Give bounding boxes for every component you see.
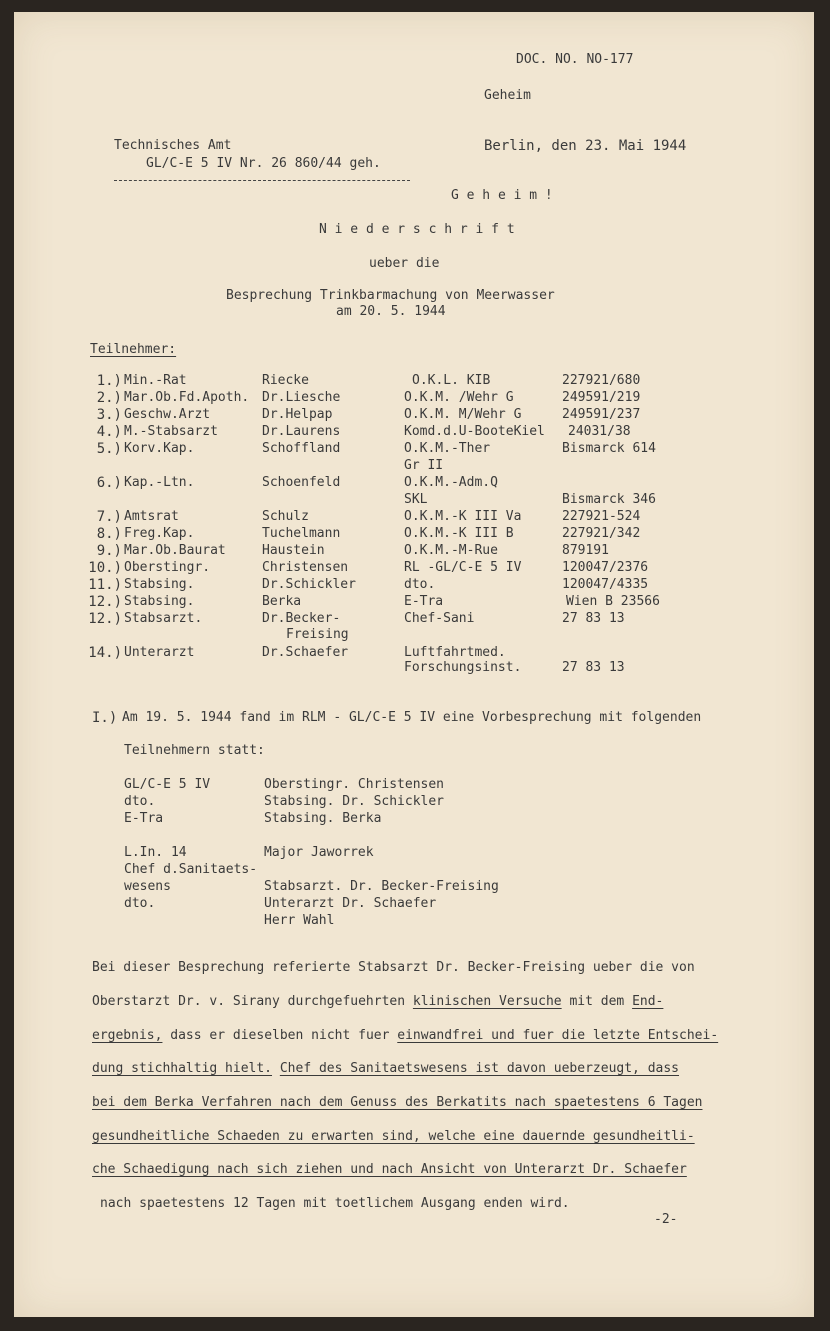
attendee-row: wesens Stabsarzt. Dr. Becker-Freising xyxy=(124,879,499,894)
attendee-row: dto. Stabsing. Dr. Schickler xyxy=(124,794,445,809)
classification-top: Geheim xyxy=(484,88,531,103)
participant-row: 11.) Stabsing. Dr.Schickler dto. 120047/4335 xyxy=(88,577,649,593)
participant-row-continued: Forschungsinst. 27 83 13 xyxy=(404,660,625,675)
section-label: I.) xyxy=(92,710,118,726)
body-line-3: ergebnis, dass er dieselben nicht fuer einwandfrei und fuer die letzte Entschei- xyxy=(92,1028,719,1043)
secret-stamp: G e h e i m ! xyxy=(451,188,553,203)
participant-row: 6.) Kap.-Ltn. Schoenfeld O.K.M.-Adm.Q xyxy=(96,475,498,491)
page-number: -2- xyxy=(654,1212,678,1227)
participant-row: 12.) Stabsarzt. Dr.Becker- Chef-Sani 27 83 13 xyxy=(88,611,625,627)
attendee-row: Herr Wahl xyxy=(264,913,335,928)
body-line-4: dung stichhaltig hielt. Chef des Sanitaetswesens ist davon ueberzeugt, dass xyxy=(92,1061,680,1076)
body-line-6: gesundheitliche Schaeden zu erwarten sind, welche eine dauernde gesundheitli- xyxy=(92,1129,695,1144)
attendee-row: L.In. 14 Major Jaworrek xyxy=(124,845,374,860)
attendee-row: Chef d.Sanitaets- xyxy=(124,862,258,877)
sender-office: Technisches Amt xyxy=(114,138,232,153)
participant-row-continued: Freising xyxy=(286,627,349,642)
document-title: N i e d e r s c h r i f t xyxy=(319,222,515,237)
participant-row: 4.) M.-Stabsarzt Dr.Laurens Komd.d.U-BooteKiel 24031/38 xyxy=(96,424,631,440)
attendee-row: dto. Unterarzt Dr. Schaefer xyxy=(124,896,437,911)
participant-row: 5.) Korv.Kap. Schoffland O.K.M.-Ther Bismarck 614 xyxy=(96,441,656,457)
participant-row: 10.) Oberstingr. Christensen RL -GL/C-E 5 IV 120047/2376 xyxy=(88,560,649,576)
participant-row: 1.) Min.-Rat Riecke O.K.L. KIB 227921/680 xyxy=(96,373,641,389)
body-line-5: bei dem Berka Verfahren nach dem Genuss des Berkatits nach spaetestens 6 Tagen xyxy=(92,1095,703,1110)
subtitle-line-2: Besprechung Trinkbarmachung von Meerwasser xyxy=(226,288,555,303)
participant-row: 3.) Geschw.Arzt Dr.Helpap O.K.M. M/Wehr G 249591/237 xyxy=(96,407,641,423)
document-page xyxy=(14,12,814,1317)
body-line-1: Bei dieser Besprechung referierte Stabsarzt Dr. Becker-Freising ueber die von xyxy=(92,960,695,975)
participant-row: 2.) Mar.Ob.Fd.Apoth. Dr.Liesche O.K.M. /Wehr G 249591/219 xyxy=(96,390,641,406)
participant-row: 7.) Amtsrat Schulz O.K.M.-K III Va 227921-524 xyxy=(96,509,641,525)
place-date: Berlin, den 23. Mai 1944 xyxy=(484,138,687,154)
doc-number: DOC. NO. NO-177 xyxy=(516,52,634,67)
reference-rule xyxy=(114,180,410,181)
participants-heading: Teilnehmer: xyxy=(90,342,177,357)
participant-row: 14.) Unterarzt Dr.Schaefer Luftfahrtmed. xyxy=(88,645,506,661)
participant-row: 12.) Stabsing. Berka E-Tra Wien B 23566 xyxy=(88,594,660,610)
attendee-row: GL/C-E 5 IV Oberstingr. Christensen xyxy=(124,777,445,792)
sender-reference: GL/C-E 5 IV Nr. 26 860/44 geh. xyxy=(146,156,381,171)
participant-row: 9.) Mar.Ob.Baurat Haustein O.K.M.-M-Rue 879191 xyxy=(96,543,609,559)
participant-row: 8.) Freg.Kap. Tuchelmann O.K.M.-K III B 227921/342 xyxy=(96,526,641,542)
section-line-1: Am 19. 5. 1944 fand im RLM - GL/C-E 5 IV eine Vorbesprechung mit folgenden xyxy=(122,710,702,725)
participant-row-continued: Gr II xyxy=(404,458,444,473)
subtitle-line-3: am 20. 5. 1944 xyxy=(336,304,446,319)
attendee-row: E-Tra Stabsing. Berka xyxy=(124,811,382,826)
body-line-8: nach spaetestens 12 Tagen mit toetlichem Ausgang enden wird. xyxy=(100,1196,570,1211)
body-line-2: Oberstarzt Dr. v. Sirany durchgefuehrten klinischen Versuche mit dem End- xyxy=(92,994,664,1009)
subtitle-line-1: ueber die xyxy=(369,256,440,271)
participant-row-continued: SKL Bismarck 346 xyxy=(404,492,656,507)
section-line-2: Teilnehmern statt: xyxy=(124,743,265,758)
body-line-7: che Schaedigung nach sich ziehen und nach Ansicht von Unterarzt Dr. Schaefer xyxy=(92,1162,687,1177)
